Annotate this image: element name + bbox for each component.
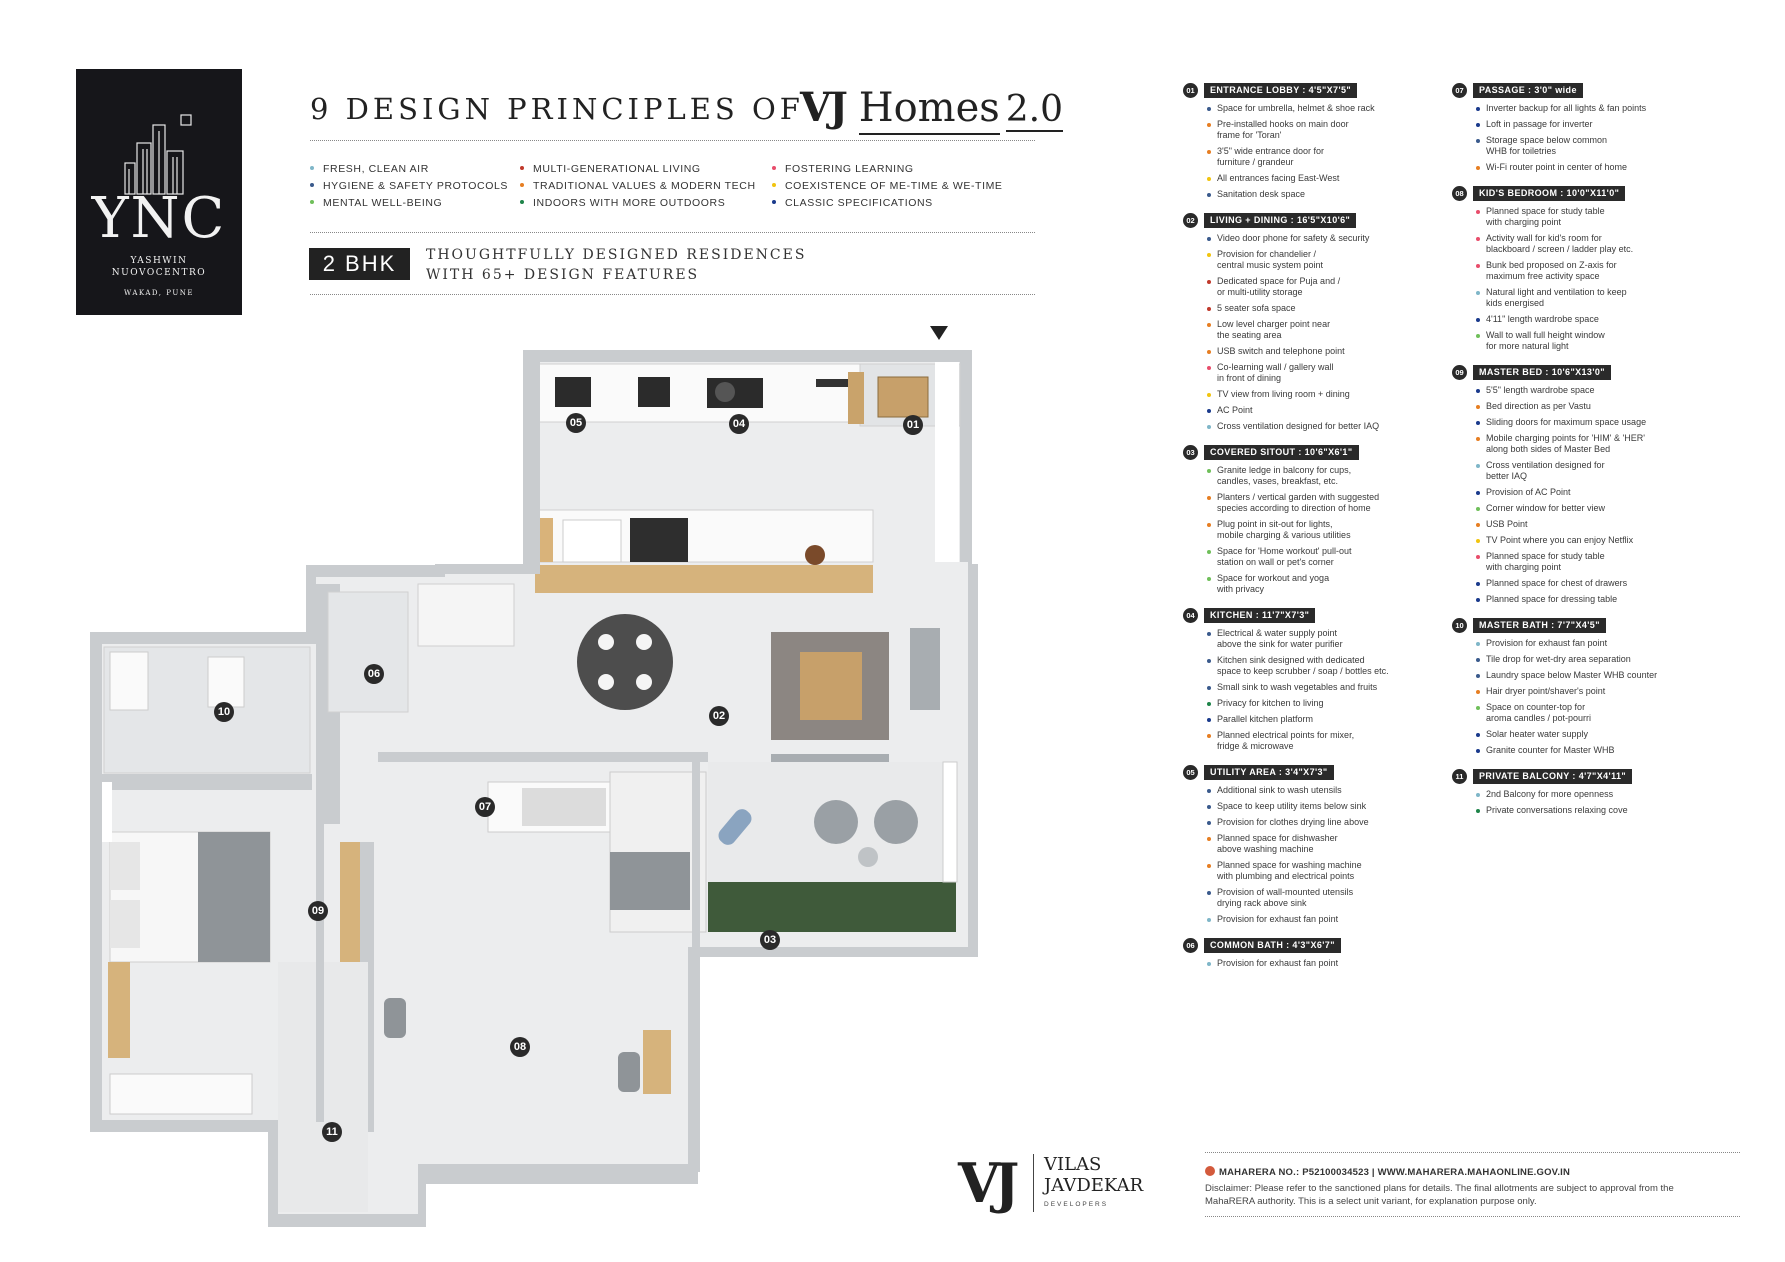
feature-item: Bed direction as per Vastu	[1476, 401, 1717, 412]
feature-item: Mobile charging points for 'HIM' & 'HER' along both sides of Master Bed	[1476, 433, 1717, 455]
room-marker: 10	[214, 702, 234, 722]
section-title: MASTER BATH : 7'7"X4'5"	[1473, 618, 1606, 633]
principle-item: FRESH, CLEAN AIR	[310, 163, 429, 175]
bullet-dot-icon	[1207, 107, 1211, 111]
bullet-dot-icon	[1207, 718, 1211, 722]
bullet-dot-icon	[1207, 550, 1211, 554]
feature-item: TV Point where you can enjoy Netflix	[1476, 535, 1717, 546]
room-marker: 06	[364, 664, 384, 684]
bullet-dot-icon	[1476, 405, 1480, 409]
feature-item: Loft in passage for inverter	[1476, 119, 1717, 130]
bullet-dot-icon	[1476, 706, 1480, 710]
feature-section-kitchen	[1183, 607, 1448, 752]
feature-item: Private conversations relaxing cove	[1476, 805, 1717, 816]
section-title: ENTRANCE LOBBY : 4'5"X7'5"	[1204, 83, 1357, 98]
section-number: 10	[1452, 618, 1467, 633]
bullet-dot-icon	[1476, 464, 1480, 468]
bullet-dot-icon	[1207, 237, 1211, 241]
feature-item: Space for umbrella, helmet & shoe rack	[1207, 103, 1448, 114]
bullet-dot-icon	[1207, 350, 1211, 354]
feature-item: Natural light and ventilation to keep kids energised	[1476, 287, 1717, 309]
feature-item: Dedicated space for Puja and / or multi-utility storage	[1207, 276, 1448, 298]
principle-item: CLASSIC SPECIFICATIONS	[772, 197, 933, 209]
feature-section-private-balcony	[1452, 768, 1717, 816]
bullet-dot-icon	[1476, 582, 1480, 586]
bullet-dot-icon	[1207, 323, 1211, 327]
feature-item: Provision for clothes drying line above	[1207, 817, 1448, 828]
divider	[310, 232, 1035, 233]
bullet-dot-icon	[1476, 658, 1480, 662]
bullet-dot-icon	[1476, 318, 1480, 322]
feature-item: Planned space for washing machine with plumbing and electrical points	[1207, 860, 1448, 882]
section-title: UTILITY AREA : 3'4"X7'3"	[1204, 765, 1334, 780]
brand-version: 2.0	[1005, 89, 1064, 130]
room-marker: 04	[729, 414, 749, 434]
principle-item: FOSTERING LEARNING	[772, 163, 914, 175]
principle-item: MULTI-GENERATIONAL LIVING	[520, 163, 701, 175]
section-title: PASSAGE : 3'0" wide	[1473, 83, 1583, 98]
features-column-right	[1452, 82, 1717, 828]
bullet-dot-icon	[1207, 150, 1211, 154]
bullet-dot-icon	[1207, 393, 1211, 397]
bullet-dot-icon	[1476, 555, 1480, 559]
bullet-dot-icon	[1207, 918, 1211, 922]
feature-item: 2nd Balcony for more openness	[1476, 789, 1717, 800]
bullet-dot-icon	[1476, 139, 1480, 143]
page-title: 9 DESIGN PRINCIPLES OF	[310, 92, 804, 126]
developer-logo	[958, 1150, 1158, 1214]
bullet-dot-icon	[1476, 166, 1480, 170]
feature-item: Bunk bed proposed on Z-axis for maximum free activity space	[1476, 260, 1717, 282]
feature-item: Laundry space below Master WHB counter	[1476, 670, 1717, 681]
room-marker: 02	[709, 706, 729, 726]
feature-item: TV view from living room + dining	[1207, 389, 1448, 400]
room-marker: 11	[322, 1122, 342, 1142]
bullet-dot-icon	[1476, 334, 1480, 338]
bullet-dot-icon	[1476, 642, 1480, 646]
bullet-dot-icon	[1207, 577, 1211, 581]
bullet-dot-icon	[1476, 421, 1480, 425]
feature-section-entrance-lobby	[1183, 82, 1448, 200]
bullet-dot-icon	[1207, 789, 1211, 793]
bullet-dot-icon	[1207, 253, 1211, 257]
feature-section-living-dining	[1183, 212, 1448, 432]
feature-item: Co-learning wall / gallery wall in front of dining	[1207, 362, 1448, 384]
feature-section-master-bath	[1452, 617, 1717, 756]
brand-vj: VJ	[800, 84, 846, 131]
feature-section-passage	[1452, 82, 1717, 173]
section-number: 09	[1452, 365, 1467, 380]
bullet-dot-icon	[1207, 837, 1211, 841]
feature-item: 5'5" length wardrobe space	[1476, 385, 1717, 396]
logo-separator	[1033, 1154, 1034, 1212]
feature-section-covered-sitout	[1183, 444, 1448, 595]
bullet-dot-icon	[1476, 107, 1480, 111]
developer-name: VILAS JAVDEKAR	[1044, 1154, 1144, 1196]
principle-item: HYGIENE & SAFETY PROTOCOLS	[310, 180, 508, 192]
bullet-dot-icon	[1476, 491, 1480, 495]
bullet-dot-icon	[520, 200, 524, 204]
bullet-dot-icon	[1207, 659, 1211, 663]
section-number: 07	[1452, 83, 1467, 98]
feature-item: Provision of wall-mounted utensils drying rack above sink	[1207, 887, 1448, 909]
feature-item: Sanitation desk space	[1207, 189, 1448, 200]
feature-item: Parallel kitchen platform	[1207, 714, 1448, 725]
section-number: 08	[1452, 186, 1467, 201]
room-marker: 05	[566, 413, 586, 433]
feature-item: USB switch and telephone point	[1207, 346, 1448, 357]
rera-icon	[1205, 1166, 1215, 1176]
feature-item: USB Point	[1476, 519, 1717, 530]
bullet-dot-icon	[1476, 809, 1480, 813]
bullet-dot-icon	[772, 183, 776, 187]
features-column-left	[1183, 82, 1448, 981]
principle-item: TRADITIONAL VALUES & MODERN TECH	[520, 180, 756, 192]
bullet-dot-icon	[1207, 864, 1211, 868]
rera-number: MAHARERA NO.: P52100034523 | WWW.MAHARERA.MAHAONLINE.GOV.IN	[1205, 1166, 1570, 1178]
bullet-dot-icon	[1207, 280, 1211, 284]
divider	[310, 140, 1035, 141]
bullet-dot-icon	[520, 166, 524, 170]
section-number: 11	[1452, 769, 1467, 784]
feature-item: Wi-Fi router point in center of home	[1476, 162, 1717, 173]
feature-item: Hair dryer point/shaver's point	[1476, 686, 1717, 697]
room-marker: 08	[510, 1037, 530, 1057]
bullet-dot-icon	[1207, 425, 1211, 429]
feature-item: Provision for exhaust fan point	[1207, 958, 1448, 969]
feature-item: Space for workout and yoga with privacy	[1207, 573, 1448, 595]
feature-item: Privacy for kitchen to living	[1207, 698, 1448, 709]
disclaimer-text: Disclaimer: Please refer to the sanctioned plans for details. The final allotments are subject to approval from the MahaRERA authority. This is a select unit variant, for explanation purpose only.	[1205, 1183, 1674, 1207]
feature-item: Additional sink to wash utensils	[1207, 785, 1448, 796]
feature-item: Space for 'Home workout' pull-out station on wall or pet's corner	[1207, 546, 1448, 568]
ync-wordmark: YNC	[91, 186, 227, 251]
divider	[310, 294, 1035, 295]
feature-item: Activity wall for kid's room for blackboard / screen / ladder play etc.	[1476, 233, 1717, 255]
bullet-dot-icon	[1207, 123, 1211, 127]
feature-item: Electrical & water supply point above the sink for water purifier	[1207, 628, 1448, 650]
section-number: 04	[1183, 608, 1198, 623]
bullet-dot-icon	[1207, 805, 1211, 809]
bullet-dot-icon	[1207, 734, 1211, 738]
bullet-dot-icon	[1476, 437, 1480, 441]
room-marker: 07	[475, 797, 495, 817]
feature-section-kids-bedroom	[1452, 185, 1717, 352]
feature-item: Planned electrical points for mixer, fridge & microwave	[1207, 730, 1448, 752]
bullet-dot-icon	[1207, 702, 1211, 706]
ync-location: WAKAD, PUNE	[124, 289, 194, 297]
bullet-dot-icon	[1476, 539, 1480, 543]
ync-logo	[76, 69, 242, 315]
bullet-dot-icon	[1476, 598, 1480, 602]
feature-item: Small sink to wash vegetables and fruits	[1207, 682, 1448, 693]
bullet-dot-icon	[1207, 523, 1211, 527]
bullet-dot-icon	[772, 166, 776, 170]
feature-item: 4'11" length wardrobe space	[1476, 314, 1717, 325]
bullet-dot-icon	[1476, 123, 1480, 127]
feature-item: Cross ventilation designed for better IAQ	[1476, 460, 1717, 482]
bullet-dot-icon	[310, 166, 314, 170]
feature-item: Space on counter-top for aroma candles / pot-pourri	[1476, 702, 1717, 724]
feature-item: Solar heater water supply	[1476, 729, 1717, 740]
feature-item: Cross ventilation designed for better IAQ	[1207, 421, 1448, 432]
bullet-dot-icon	[1207, 632, 1211, 636]
feature-item: Space to keep utility items below sink	[1207, 801, 1448, 812]
bullet-dot-icon	[1476, 690, 1480, 694]
section-number: 05	[1183, 765, 1198, 780]
bullet-dot-icon	[1476, 733, 1480, 737]
section-title: KID'S BEDROOM : 10'0"X11'0"	[1473, 186, 1625, 201]
section-title: PRIVATE BALCONY : 4'7"X4'11"	[1473, 769, 1632, 784]
principle-item: MENTAL WELL-BEING	[310, 197, 442, 209]
bullet-dot-icon	[1476, 210, 1480, 214]
bullet-dot-icon	[772, 200, 776, 204]
feature-item: Planned space for study table with charging point	[1476, 206, 1717, 228]
bullet-dot-icon	[1207, 469, 1211, 473]
section-number: 03	[1183, 445, 1198, 460]
section-number: 06	[1183, 938, 1198, 953]
section-number: 01	[1183, 83, 1198, 98]
bullet-dot-icon	[1476, 507, 1480, 511]
feature-item: Provision for exhaust fan point	[1476, 638, 1717, 649]
feature-section-utility-area	[1183, 764, 1448, 925]
room-marker: 03	[760, 930, 780, 950]
bullet-dot-icon	[1207, 821, 1211, 825]
feature-item: All entrances facing East-West	[1207, 173, 1448, 184]
section-title: KITCHEN : 11'7"X7'3"	[1204, 608, 1315, 623]
feature-item: Pre-installed hooks on main door frame for 'Toran'	[1207, 119, 1448, 141]
feature-item: Storage space below common WHB for toiletries	[1476, 135, 1717, 157]
bullet-dot-icon	[1476, 523, 1480, 527]
bullet-dot-icon	[1207, 496, 1211, 500]
developer-subtitle: DEVELOPERS	[1044, 1201, 1109, 1208]
section-title: COVERED SITOUT : 10'6"X6'1"	[1204, 445, 1359, 460]
feature-item: Video door phone for safety & security	[1207, 233, 1448, 244]
room-marker: 01	[903, 415, 923, 435]
bullet-dot-icon	[1207, 366, 1211, 370]
bullet-dot-icon	[1207, 891, 1211, 895]
vj-homes-brand	[800, 84, 1063, 131]
section-title: MASTER BED : 10'6"X13'0"	[1473, 365, 1611, 380]
skyline-icon	[123, 113, 195, 195]
bullet-dot-icon	[1476, 749, 1480, 753]
feature-item: Planned space for study table with charging point	[1476, 551, 1717, 573]
feature-section-master-bed	[1452, 364, 1717, 605]
section-title: COMMON BATH : 4'3"X6'7"	[1204, 938, 1341, 953]
divider	[1205, 1216, 1740, 1217]
feature-item: Provision for chandelier / central music system point	[1207, 249, 1448, 271]
feature-item: Granite ledge in balcony for cups, candles, vases, breakfast, etc.	[1207, 465, 1448, 487]
unit-tagline: THOUGHTFULLY DESIGNED RESIDENCES WITH 65+ DESIGN FEATURES	[426, 247, 807, 283]
feature-item: 5 seater sofa space	[1207, 303, 1448, 314]
floor-plan	[88, 322, 1008, 1232]
feature-item: Provision for exhaust fan point	[1207, 914, 1448, 925]
bullet-dot-icon	[1207, 177, 1211, 181]
ync-subtitle: YASHWIN NUOVOCENTRO	[111, 256, 207, 278]
feature-item: Tile drop for wet-dry area separation	[1476, 654, 1717, 665]
feature-section-common-bath	[1183, 937, 1448, 969]
feature-item: Sliding doors for maximum space usage	[1476, 417, 1717, 428]
feature-item: Inverter backup for all lights & fan points	[1476, 103, 1717, 114]
bullet-dot-icon	[520, 183, 524, 187]
bullet-dot-icon	[1476, 291, 1480, 295]
bullet-dot-icon	[1207, 686, 1211, 690]
bullet-dot-icon	[1476, 793, 1480, 797]
bullet-dot-icon	[1207, 409, 1211, 413]
brand-homes: Homes	[859, 85, 1000, 135]
feature-item: Planned space for dressing table	[1476, 594, 1717, 605]
feature-item: Corner window for better view	[1476, 503, 1717, 514]
bullet-dot-icon	[1476, 674, 1480, 678]
developer-mark: VJ	[958, 1151, 1014, 1215]
bullet-dot-icon	[310, 183, 314, 187]
bullet-dot-icon	[310, 200, 314, 204]
principle-item: INDOORS WITH MORE OUTDOORS	[520, 197, 725, 209]
floor-plan-drawing	[88, 322, 1008, 1232]
feature-item: 3'5" wide entrance door for furniture / grandeur	[1207, 146, 1448, 168]
bullet-dot-icon	[1476, 237, 1480, 241]
feature-item: Plug point in sit-out for lights, mobile charging & various utilities	[1207, 519, 1448, 541]
bullet-dot-icon	[1207, 193, 1211, 197]
principle-item: COEXISTENCE OF ME-TIME & WE-TIME	[772, 180, 1003, 192]
feature-item: Provision of AC Point	[1476, 487, 1717, 498]
bullet-dot-icon	[1476, 389, 1480, 393]
section-number: 02	[1183, 213, 1198, 228]
bullet-dot-icon	[1207, 307, 1211, 311]
feature-item: Planned space for dishwasher above washing machine	[1207, 833, 1448, 855]
room-marker: 09	[308, 901, 328, 921]
feature-item: Low level charger point near the seating area	[1207, 319, 1448, 341]
principles-list	[310, 163, 1035, 215]
feature-item: Wall to wall full height window for more natural light	[1476, 330, 1717, 352]
bullet-dot-icon	[1476, 264, 1480, 268]
unit-type-badge: 2 BHK	[309, 248, 410, 280]
section-title: LIVING + DINING : 16'5"X10'6"	[1204, 213, 1356, 228]
feature-item: Kitchen sink designed with dedicated space to keep scrubber / soap / bottles etc.	[1207, 655, 1448, 677]
divider	[1205, 1152, 1740, 1153]
feature-item: Granite counter for Master WHB	[1476, 745, 1717, 756]
feature-item: Planned space for chest of drawers	[1476, 578, 1717, 589]
bullet-dot-icon	[1207, 962, 1211, 966]
feature-item: Planters / vertical garden with suggested species according to direction of home	[1207, 492, 1448, 514]
feature-item: AC Point	[1207, 405, 1448, 416]
